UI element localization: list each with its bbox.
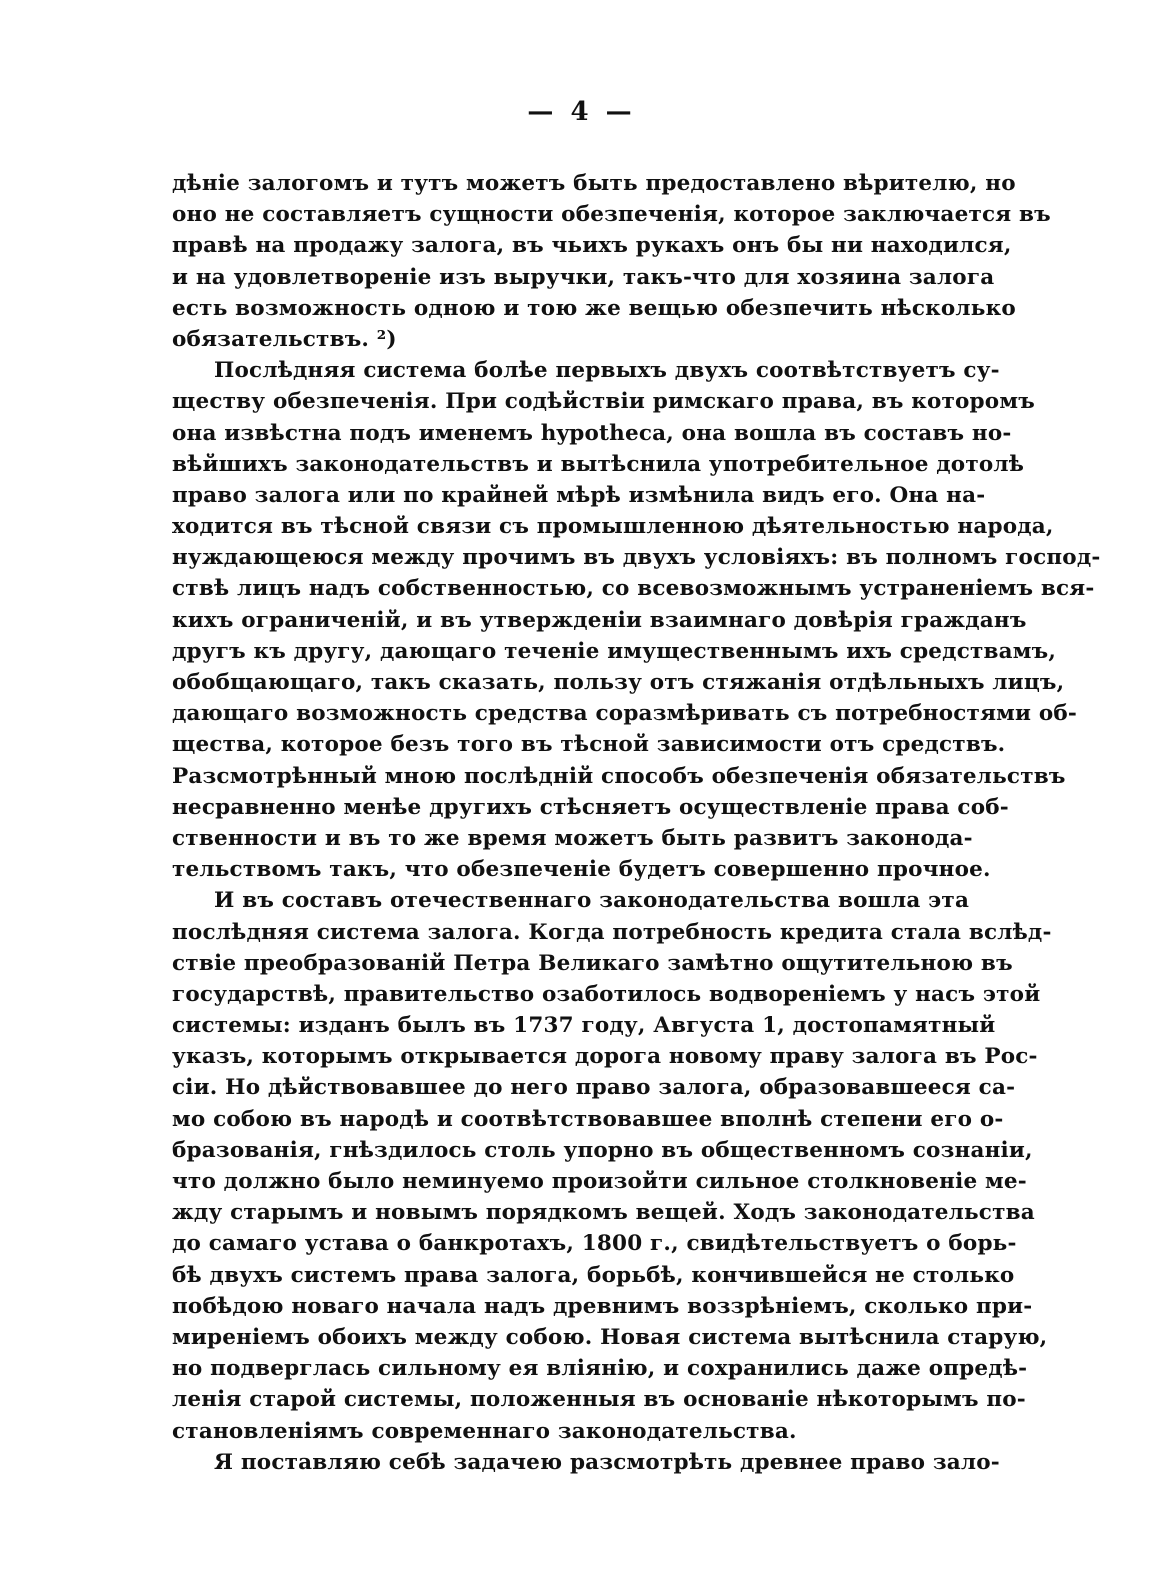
text-line: мо собою въ народѣ и соотвѣтствовавшее вполнѣ степени его о-	[172, 1106, 1004, 1132]
text-line: кихъ ограниченій, и въ утвержденіи взаимнаго довѣрія гражданъ	[172, 607, 1027, 633]
text-line: ходится въ тѣсной связи съ промышленною дѣятельностью народа,	[172, 514, 1054, 540]
text-line: дающаго возможность средства соразмѣривать съ потребностями об-	[172, 701, 1078, 727]
text-line: бѣ двухъ системъ права залога, борьбѣ, кончившейся не столько	[172, 1262, 1015, 1288]
text-line: она извѣстна подъ именемъ hypotheca, она вошла въ составъ но-	[172, 420, 1012, 446]
text-line: обязательствъ. ²)	[172, 326, 397, 352]
text-line: ленія старой системы, положенныя въ основаніе нѣкоторымъ по-	[172, 1387, 1026, 1413]
text-line: побѣдою новаго начала надъ древнимъ воззрѣніемъ, сколько при-	[172, 1293, 1033, 1319]
body-text	[172, 168, 1101, 1478]
text-line: тельствомъ такъ, что обезпеченіе будетъ совершенно прочное.	[172, 857, 991, 883]
text-line: но подверглась сильному ея вліянію, и сохранились даже опредѣ-	[172, 1356, 1028, 1382]
text-line: ственности и въ то же время можетъ быть развитъ законода-	[172, 825, 973, 851]
text-line: есть возможность одною и тою же вещью обезпечить нѣсколько	[172, 295, 1016, 321]
page-number: — 4 —	[527, 97, 636, 127]
text-line: Разсмотрѣнный мною послѣдній способъ обезпеченія обязательствъ	[172, 763, 1066, 789]
text-line: правѣ на продажу залога, въ чьихъ рукахъ онъ бы ни находился,	[172, 233, 1012, 259]
text-line: и на удовлетвореніе изъ выручки, такъ-что для хозяина залога	[172, 264, 995, 290]
text-line: государствѣ, правительство озаботилось водвореніемъ у насъ этой	[172, 981, 1041, 1007]
text-line: щества, которое безъ того въ тѣсной зависимости отъ средствъ.	[172, 732, 1006, 758]
text-line: жду старымъ и новымъ порядкомъ вещей. Ходъ законодательства	[172, 1200, 1035, 1226]
text-line: вѣйшихъ законодательствъ и вытѣснила употребительное дотолѣ	[172, 451, 1025, 477]
text-line: И въ составъ отечественнаго законодательства вошла эта	[214, 888, 970, 914]
text-line: ществу обезпеченія. При содѣйствіи римскаго права, въ которомъ	[172, 389, 1035, 415]
text-line: становленіямъ современнаго законодательства.	[172, 1418, 797, 1444]
text-line: несравненно менѣе другихъ стѣсняетъ осуществленіе права соб-	[172, 794, 1009, 820]
text-line: послѣдняя система залога. Когда потребность кредита стала вслѣд-	[172, 919, 1052, 945]
text-line: бразованія, гнѣздилось столь упорно въ общественномъ сознаніи,	[172, 1137, 1033, 1163]
text-line: Я поставляю себѣ задачею разсмотрѣть древнее право зало-	[214, 1449, 1000, 1475]
text-line: право залога или по крайней мѣрѣ измѣнила видъ его. Она на-	[172, 482, 986, 508]
text-line: что должно было неминуемо произойти сильное столкновеніе ме-	[172, 1169, 1027, 1194]
text-line: ствѣ лицъ надъ собственностью, со всевозможнымъ устраненіемъ вся-	[172, 576, 1095, 602]
text-line: миреніемъ обоихъ между собою. Новая система вытѣснила старую,	[172, 1324, 1048, 1350]
text-line: ствіе преобразованій Петра Великаго замѣтно ощутительною въ	[172, 950, 1013, 976]
text-line: оно не составляетъ сущности обезпеченія, которое заключается въ	[172, 202, 1051, 228]
text-line: другъ къ другу, дающаго теченіе имущественнымъ ихъ средствамъ,	[172, 638, 1057, 664]
text-line: указъ, которымъ открывается дорога новому праву залога въ Рос-	[172, 1044, 1038, 1070]
text-line: до самаго устава о банкротахъ, 1800 г., свидѣтельствуетъ о борь-	[172, 1231, 1017, 1257]
text-line: обобщающаго, такъ сказать, пользу отъ стяжанія отдѣльныхъ лицъ,	[172, 670, 1065, 695]
text-line: системы: изданъ былъ въ 1737 году, Августа 1, достопамятный	[172, 1013, 996, 1039]
text-line: дѣніе залогомъ и тутъ можетъ быть предоставлено вѣрителю, но	[172, 171, 1016, 196]
text-line: нуждающеюся между прочимъ въ двухъ условіяхъ: въ полномъ господ-	[172, 545, 1101, 571]
text-line: сіи. Но дѣйствовавшее до него право залога, образовавшееся са-	[172, 1075, 1016, 1101]
text-line: Послѣдняя система болѣе первыхъ двухъ соотвѣтствуетъ су-	[214, 358, 1000, 384]
